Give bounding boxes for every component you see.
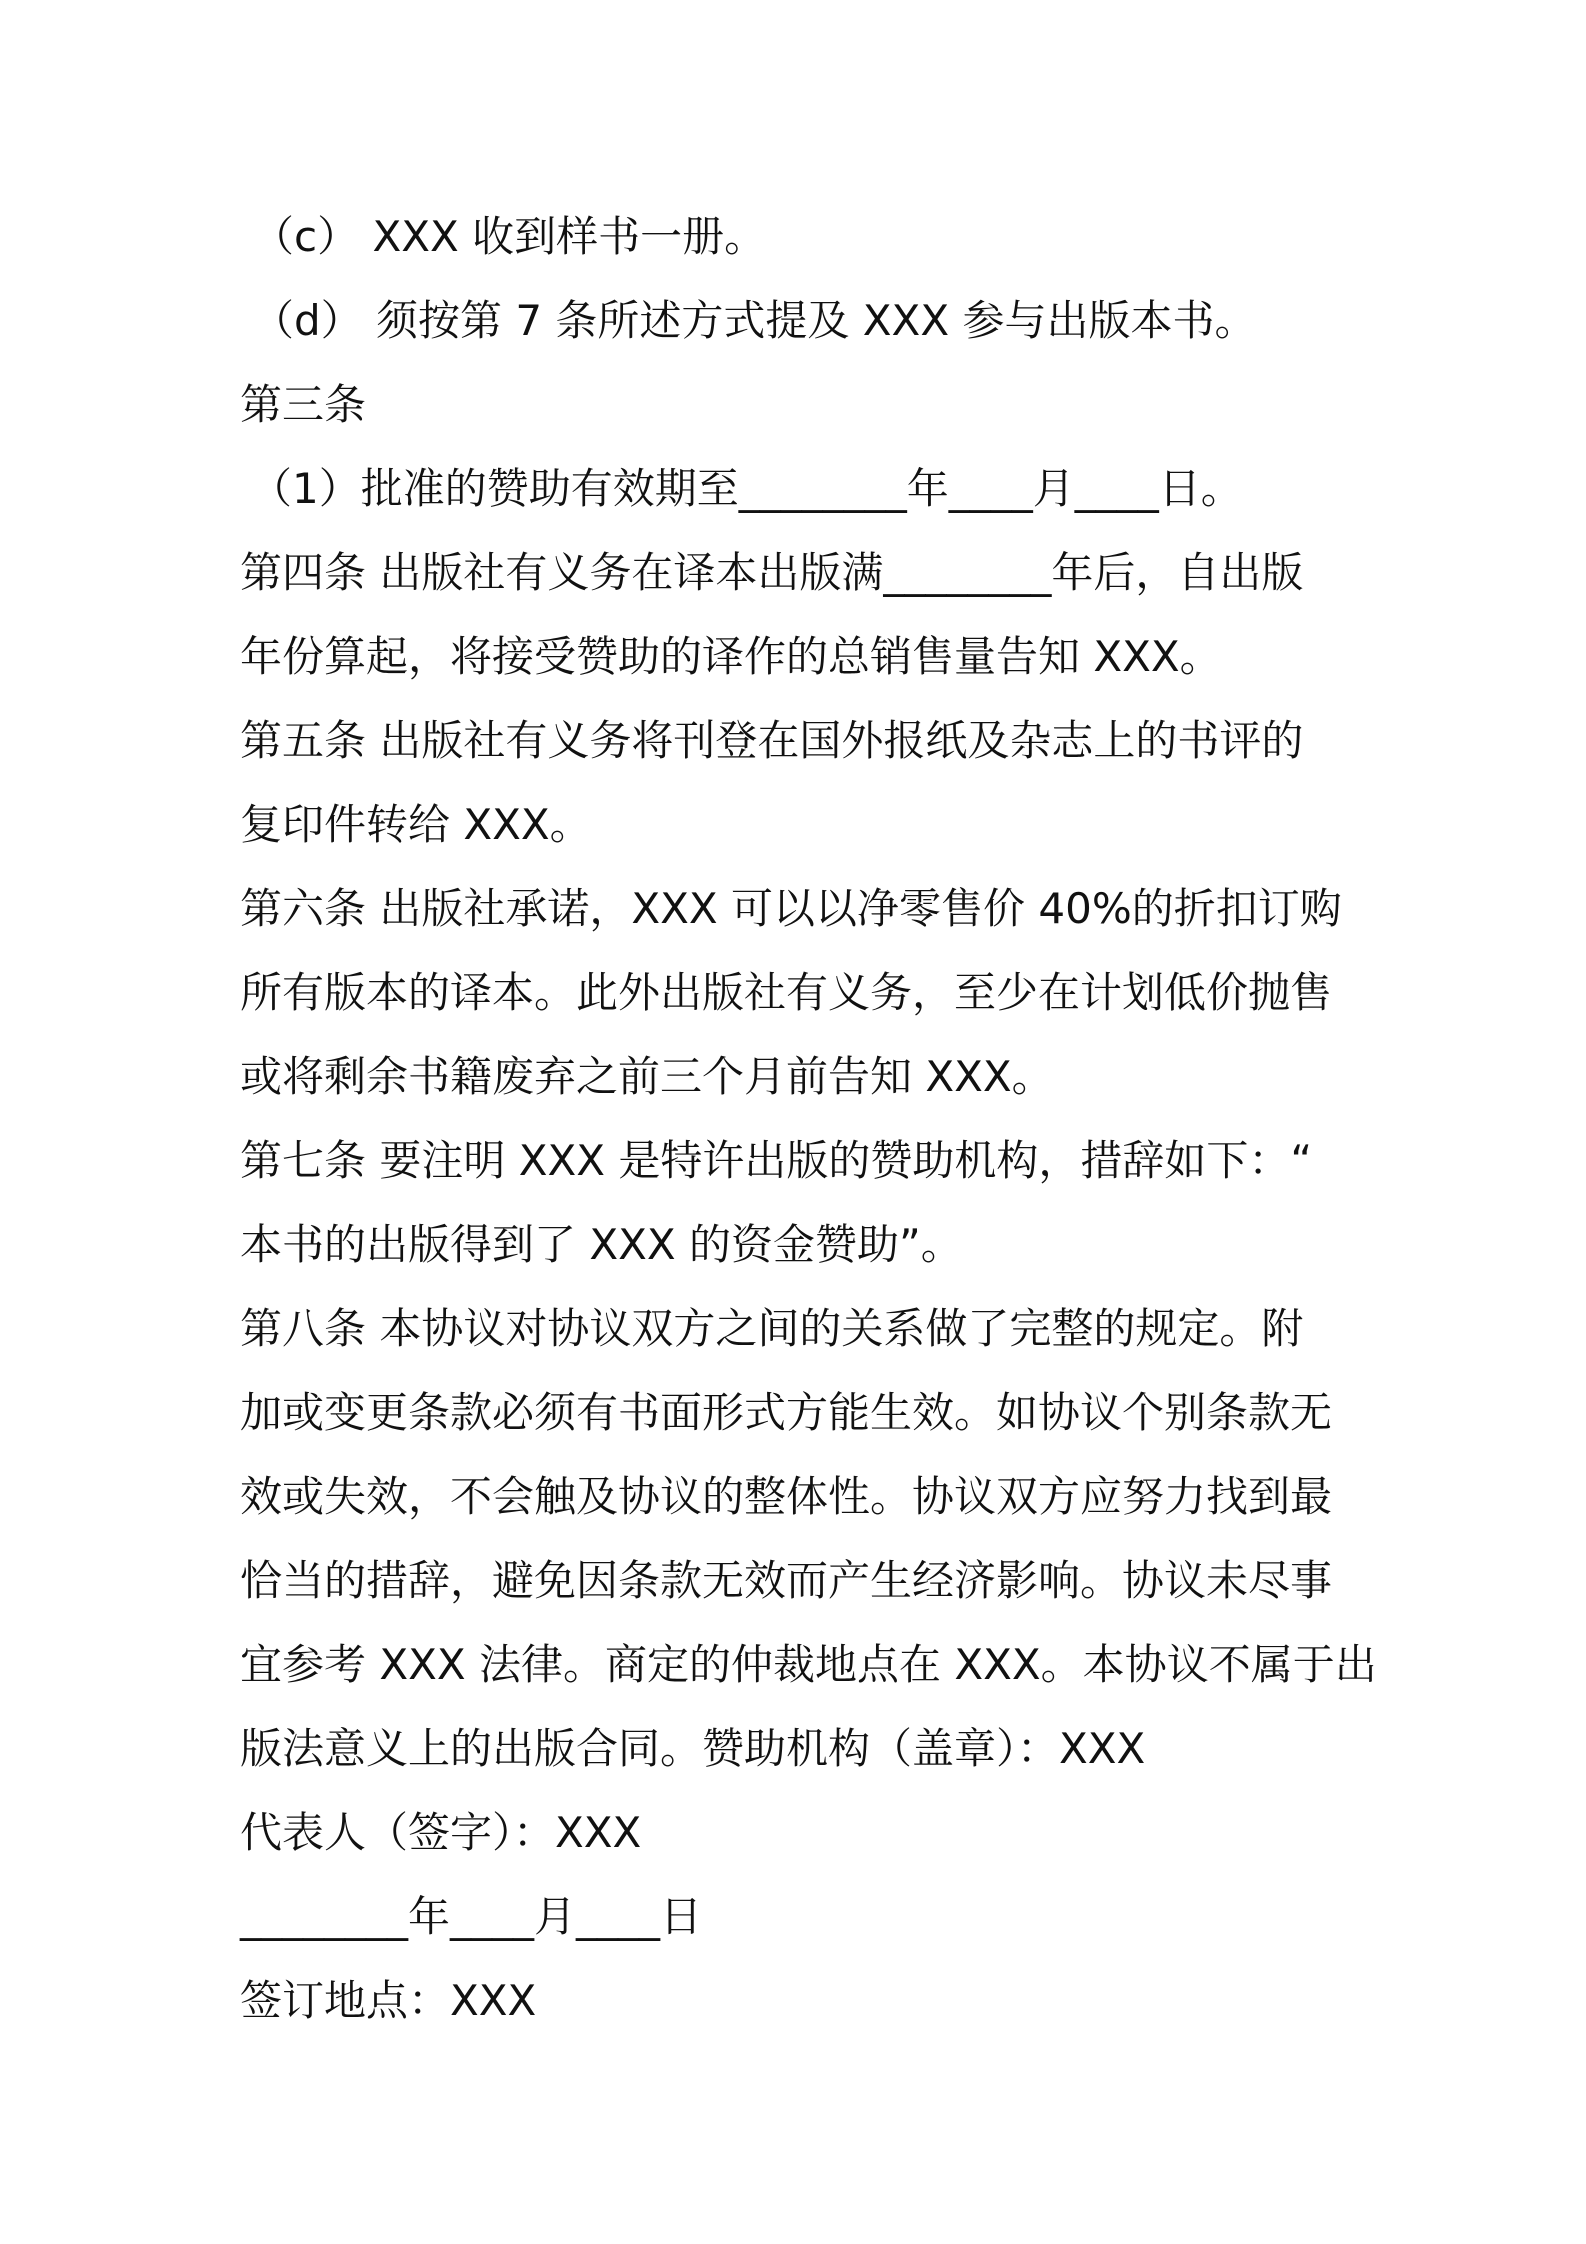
article-4-line-2: 年份算起，将接受赞助的译作的总销售量告知 XXX。 [240, 632, 1222, 681]
article-8-line-2: 加或变更条款必须有书面形式方能生效。如协议个别条款无 [240, 1388, 1333, 1437]
article-8-line-1: 第八条 本协议对协议双方之间的关系做了完整的规定。附 [240, 1304, 1304, 1353]
article-7-line-1: 第七条 要注明 XXX 是特许出版的赞助机构，措辞如下：“ [240, 1136, 1313, 1185]
clause-c-line: （c） XXX 收到样书一册。 [252, 212, 767, 261]
article-8-line-4: 恰当的措辞，避免因条款无效而产生经济影响。协议未尽事 [240, 1556, 1333, 1605]
clause-d-line: （d） 须按第 7 条所述方式提及 XXX 参与出版本书。 [252, 296, 1257, 345]
article-6-line-1: 第六条 出版社承诺，XXX 可以以净零售价 40%的折扣订购 [240, 884, 1342, 933]
article-3-item-1: （1）批准的赞助有效期至________年____月____日。 [250, 464, 1243, 513]
representative-signature-line: 代表人（签字）：XXX [240, 1808, 642, 1857]
article-7-line-2: 本书的出版得到了 XXX 的资金赞助”。 [240, 1220, 963, 1269]
article-3-heading: 第三条 [240, 380, 367, 429]
signing-date-line: ________年____月____日 [240, 1892, 703, 1941]
article-8-line-6: 版法意义上的出版合同。赞助机构（盖章）：XXX [240, 1724, 1146, 1773]
article-6-line-2: 所有版本的译本。此外出版社有义务，至少在计划低价抛售 [240, 968, 1333, 1017]
article-5-line-1: 第五条 出版社有义务将刊登在国外报纸及杂志上的书评的 [240, 716, 1304, 765]
document-body [240, 195, 1377, 2043]
article-8-line-5: 宜参考 XXX 法律。商定的仲裁地点在 XXX。本协议不属于出 [240, 1640, 1377, 1689]
article-4-line-1: 第四条 出版社有义务在译本出版满________年后，自出版 [240, 548, 1304, 597]
article-8-line-3: 效或失效，不会触及协议的整体性。协议双方应努力找到最 [240, 1472, 1333, 1521]
signing-location-line: 签订地点：XXX [240, 1976, 537, 2025]
article-5-line-2: 复印件转给 XXX。 [240, 800, 592, 849]
article-6-line-3: 或将剩余书籍废弃之前三个月前告知 XXX。 [240, 1052, 1054, 1101]
